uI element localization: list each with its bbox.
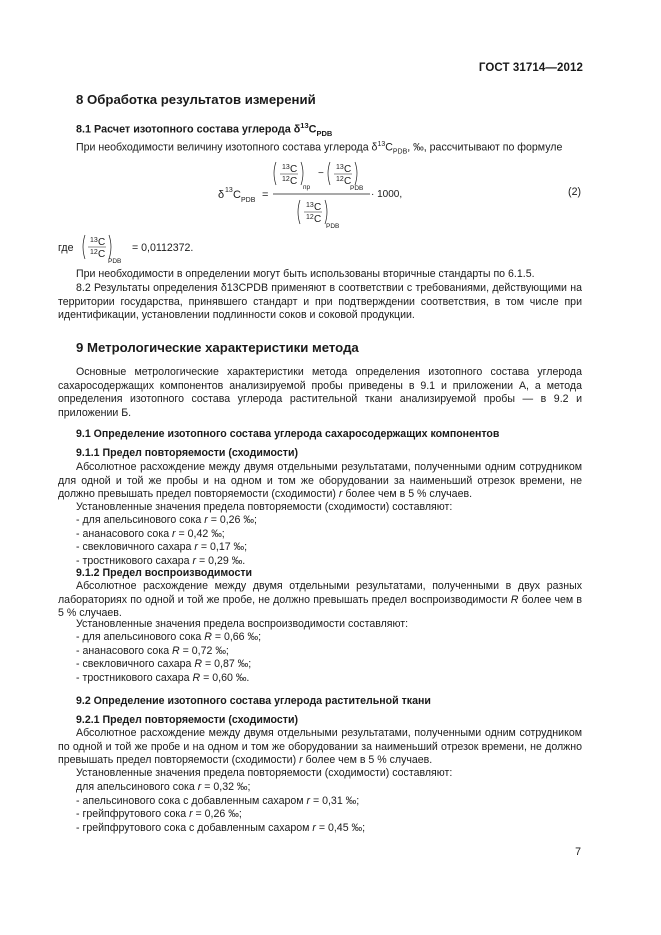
where-bot-c: C [98,249,106,260]
item-value: = 0,45 ‰; [315,821,366,834]
formula-intro: При необходимости величину изотопного состава углерода $\delta^{13}C_{PDB}$, ‰, рассчитывают по формуле [76,141,563,156]
formula-svg [0,156,661,238]
item-symbol: r [189,808,193,821]
where-paren-r [109,235,111,259]
item-name: - ананасового сока [76,644,173,657]
list-item [76,528,225,542]
section-9-intro: Основные метрологические характеристики метода определения изотопного состава углерода сахаросодержащих компонентов анализируемой пробы приведены в 9.1 и приложении А, а метода определения изотопного состава углерода растительной ткани анализируемой пробы — в 9.2 и приложении Б. [58,366,582,419]
list-item [76,645,229,659]
item-symbol: r [194,541,198,554]
list-item [76,808,242,822]
item-name: - грейпфрутового сока с добавленным сахаром [76,821,313,834]
lhs-c: C [233,189,241,201]
item-name: - для апельсинового сока [76,631,205,643]
lhs-sup: 13 [225,187,233,194]
standard-code: ГОСТ 31714—2012 [478,62,583,74]
paren-l-3 [298,200,300,224]
section-8-title: 8 Обработка результатов измерений [76,92,316,107]
item-symbol: R [192,671,201,684]
formula-2 [0,156,661,238]
where-clause [58,232,258,266]
paren-r-1 [301,162,303,185]
list-item [76,795,359,809]
sub-pdb-1: PDB [350,185,364,192]
section-9-1-1-title: 9.1.1 Предел повторяемости (сходимости) [76,447,298,459]
d-top-sup: 13 [306,202,314,209]
where-svg [58,232,258,266]
item-name: - тростникового сахара [76,671,193,684]
item-name: - апельсинового сока с добавленным сахаром [76,794,307,807]
equation-number: (2) [568,186,581,198]
item-symbol: r [172,527,176,540]
paren-l-1 [274,162,276,185]
list-item [76,822,365,836]
section-9-1-1-established: Установленные значения предела повторяемости (сходимости) составляют: [76,501,453,513]
list-item [76,631,261,645]
item-value: = 0,26 ‰; [192,808,242,821]
item-symbol: r [306,794,311,807]
item-symbol: r [197,781,202,793]
section-9-title: 9 Метрологические характеристики метода [76,340,359,355]
n1-bot-c: C [290,176,298,187]
n2-top-c: C [344,164,352,175]
d-top-c: C [314,202,322,213]
section-9-1-1-text: Абсолютное расхождение между двумя отдельными результатами, полученными одним сотрудником для одной и той же пробы и на одном и том же оборудовании за наименьший отрезок времени, не должно превышать предел повторяемости (сходимости) r более чем в 5 % случаев. [58,461,582,501]
item-value: = 0,42 ‰; [175,527,225,540]
times-1000: · 1000, [371,189,403,200]
section-9-2-1-title: 9.2.1 Предел повторяемости (сходимости) [76,714,298,726]
list-item [76,658,251,672]
item-name: - грейпфрутового сока [76,808,190,821]
section-9-1-title: 9.1 Определение изотопного состава углерода сахаросодержащих компонентов [76,428,500,440]
item-value: = 0,31 ‰; [310,794,360,807]
n1-top-c: C [290,164,298,175]
item-symbol: R [204,631,212,643]
sub-pdb-2: PDB [326,223,340,230]
section-9-2-title: 9.2 Определение изотопного состава углерода растительной ткани [76,695,431,707]
item-value: = 0,32 ‰; [201,781,251,793]
where-bot-sup: 12 [90,249,98,256]
item-value: = 0,60 ‰. [200,671,250,684]
item-value: = 0,72 ‰; [179,644,229,657]
item-value: = 0,17 ‰; [197,541,248,554]
item-symbol: R [194,658,203,671]
paren-l-2 [328,162,330,185]
item-value: = 0,66 ‰; [211,631,262,643]
paragraph-8-2: 8.2 Результаты определения δ13CPDB применяют в соответствии с требованиями, действующими на территории государства, принявшего стандарт и при подтверждении соответствия, в том числе при идентификации, установлении подлинности соков и соковой продукции. [58,282,582,322]
list-item [76,541,247,555]
item-symbol: r [312,821,316,834]
equals-sign: = [262,189,269,201]
where-sub-pdb: PDB [108,258,122,265]
sub-pr: пр [303,184,311,191]
n2-top-sup: 13 [336,164,344,171]
page-number: 7 [575,846,581,858]
section-9-1-2-established: Установленные значения предела воспроизводимости составляют: [76,618,409,630]
lhs-delta: δ [218,189,225,201]
item-name: - для апельсинового сока [76,514,205,526]
section-9-2-1-established: Установленные значения предела повторяемости (сходимости) составляют: [76,767,453,779]
list-item [76,514,257,528]
where-paren-l [83,235,85,259]
n1-bot-sup: 12 [282,176,290,183]
where-top-c: C [98,237,106,248]
n2-bot-sup: 12 [336,176,344,183]
lhs-sub: PDB [241,197,256,204]
section-8-1-title: 8.1 Расчет изотопного состава углерода $\delta^{13}C_{PDB}$ [76,121,333,138]
item-name: - свекловичного сахара [76,541,195,554]
d-bot-c: C [314,214,322,225]
where-top-sup: 13 [90,237,98,244]
item-symbol: R [172,644,180,657]
item-value: = 0,26 ‰; [207,514,257,526]
where-label: где [58,242,74,254]
list-item [76,672,249,686]
n1-top-sup: 13 [282,164,290,171]
d-bot-sup: 12 [306,214,314,221]
list-item [76,781,250,795]
paren-r-3 [325,200,327,224]
item-name: - ананасового сока [76,527,173,540]
paren-r-2 [355,162,357,185]
item-value: = 0,87 ‰; [202,658,252,671]
item-symbol: r [192,554,197,567]
item-name: - свекловичного сахара [76,658,195,671]
item-name: для апельсинового сока [76,781,198,793]
n2-bot-c: C [344,176,352,187]
minus-sign: − [318,168,324,179]
item-value: = 0,29 ‰. [196,554,246,567]
section-9-1-2-title: 9.1.2 Предел воспроизводимости [76,567,253,579]
section-9-2-1-text: Абсолютное расхождение между двумя отдельными результатами, полученными одним сотрудником по одной и той же пробе и на одном и том же оборудовании за наименьший отрезок времени, не должно превышать предел повторяемости (сходимости) r более чем в 5 % случаев. [58,727,582,767]
section-9-1-2-text: Абсолютное расхождение между двумя отдельными результатами, полученными в двух разных лабораториях по одной и той же пробе, не должно превышать предел воспроизводимости R более чем в 5 % случаев. [58,580,582,620]
item-symbol: r [204,514,208,526]
item-name: - тростникового сахара [76,554,193,567]
paragraph-standards: При необходимости в определении могут быть использованы вторичные стандарты по 6.1.5. [76,268,535,280]
where-value: = 0,0112372. [132,242,194,254]
